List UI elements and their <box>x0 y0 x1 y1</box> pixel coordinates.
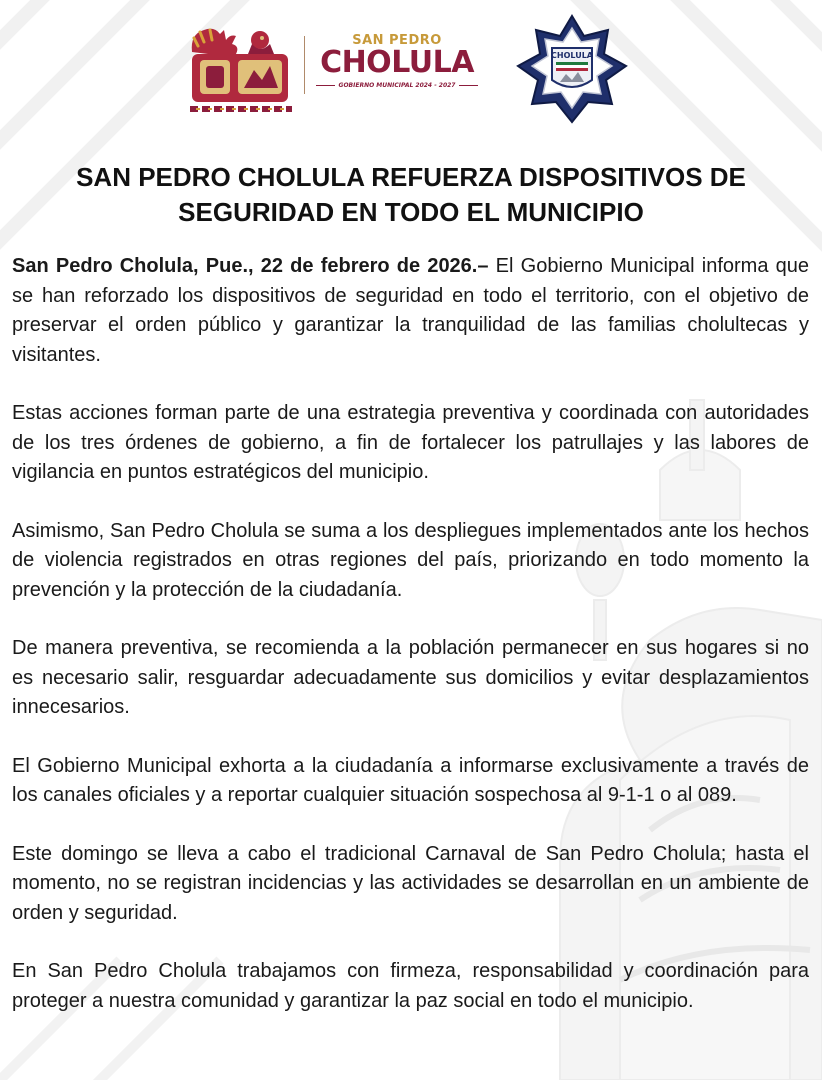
municipal-brand-logo <box>316 34 478 89</box>
paragraph-3: Asimismo, San Pedro Cholula se suma a los despliegues implementados ante los hechos de violencia registrados en otras regiones del país, priorizando en todo momento la prevención y la protección de la ciudadanía. <box>12 519 809 601</box>
badge-label: CHOLULA <box>551 51 593 60</box>
brand-rule-right <box>459 85 478 86</box>
brand-sub-text: GOBIERNO MUNICIPAL 2024 - 2027 <box>338 82 456 89</box>
brand-rule-left <box>316 85 335 86</box>
paragraph-5: El Gobierno Municipal exhorta a la ciudadanía a informarse exclusivamente a través de los canales oficiales y a reportar cualquier situación sospechosa al 9-1-1 o al 089. <box>12 754 809 806</box>
police-star-badge <box>516 14 628 124</box>
article-body <box>12 252 809 1045</box>
header <box>0 14 822 124</box>
header-divider <box>304 36 305 94</box>
paragraph-4: De manera preventiva, se recomienda a la población permanecer en sus hogares si no es necesario salir, resguardar adecuadamente sus domicilios y evitar desplazamientos innecesarios. <box>12 637 809 718</box>
paragraph-1 <box>12 252 809 370</box>
paragraph-2: Estas acciones forman parte de una estrategia preventiva y coordinada con autoridades de los tres órdenes de gobierno, a fin de fortalecer los patrullajes y las labores de vigilancia en puntos estratégicos del municipio. <box>12 402 809 483</box>
paragraph-6: Este domingo se lleva a cabo el tradicional Carnaval de San Pedro Cholula; hasta el momento, no se registran incidencias y las actividades se desarrollan en un ambiente de orden y seguridad. <box>12 842 809 924</box>
brand-sub-row <box>316 82 478 89</box>
dateline: San Pedro Cholula, Pue., 22 de febrero de 2026.– <box>12 255 489 277</box>
cholula-glyph-logo <box>186 26 294 116</box>
page-title: SAN PEDRO CHOLULA REFUERZA DISPOSITIVOS DE SEGURIDAD EN TODO EL MUNICIPIO <box>76 162 746 227</box>
paragraph-1-text: El Gobierno Municipal informa que se han reforzado los dispositivos de seguridad en todo el territorio, con el objetivo de preservar el orden público y garantizar la tranquilidad de las familias cholultecas y visitantes. <box>12 255 810 366</box>
brand-main-text: CHOLULA <box>320 45 474 80</box>
brand-top-text: SAN PEDRO <box>352 33 442 48</box>
paragraph-7: En San Pedro Cholula trabajamos con firmeza, responsabilidad y coordinación para proteger a nuestra comunidad y garantizar la paz social en todo el municipio. <box>12 960 809 1012</box>
